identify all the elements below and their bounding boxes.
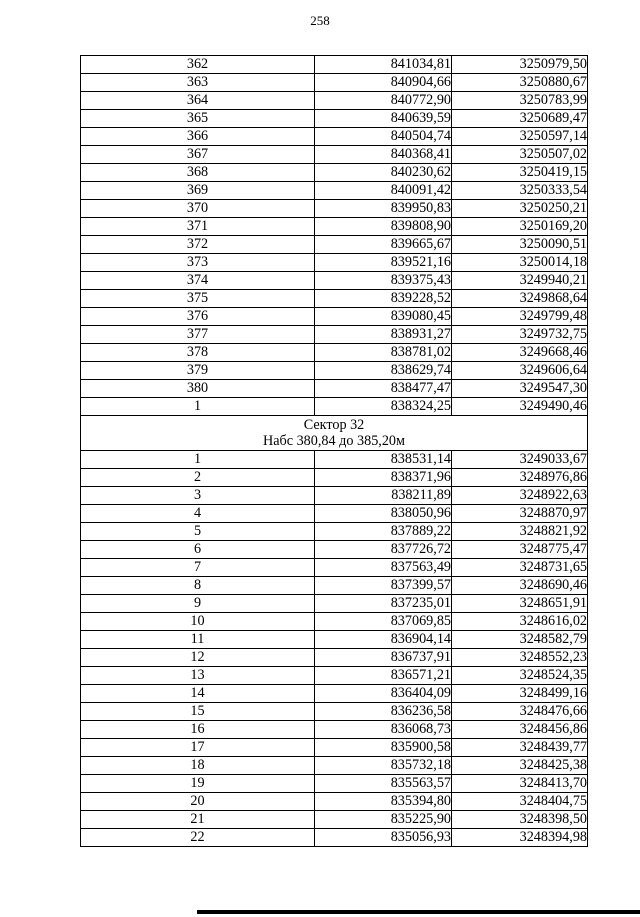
point-number-cell: 2 bbox=[81, 469, 315, 487]
x-coordinate-cell: 835394,80 bbox=[315, 793, 452, 811]
table-row bbox=[81, 667, 588, 685]
y-coordinate-cell: 3249490,46 bbox=[452, 398, 588, 416]
x-coordinate-cell: 839521,16 bbox=[315, 254, 452, 272]
point-number-cell: 372 bbox=[81, 236, 315, 254]
x-coordinate-cell: 839950,83 bbox=[315, 200, 452, 218]
table-row bbox=[81, 649, 588, 667]
y-coordinate-cell: 3250333,54 bbox=[452, 182, 588, 200]
table-row bbox=[81, 829, 588, 847]
point-number-cell: 4 bbox=[81, 505, 315, 523]
point-number-cell: 362 bbox=[81, 56, 315, 74]
x-coordinate-cell: 840368,41 bbox=[315, 146, 452, 164]
point-number-cell: 15 bbox=[81, 703, 315, 721]
point-number-cell: 13 bbox=[81, 667, 315, 685]
x-coordinate-cell: 840772,90 bbox=[315, 92, 452, 110]
table-row bbox=[81, 577, 588, 595]
point-number-cell: 373 bbox=[81, 254, 315, 272]
bottom-rule bbox=[197, 910, 640, 914]
x-coordinate-cell: 836236,58 bbox=[315, 703, 452, 721]
table-row bbox=[81, 703, 588, 721]
y-coordinate-cell: 3248456,86 bbox=[452, 721, 588, 739]
y-coordinate-cell: 3250689,47 bbox=[452, 110, 588, 128]
y-coordinate-cell: 3250419,15 bbox=[452, 164, 588, 182]
coordinates-table bbox=[80, 55, 588, 847]
point-number-cell: 12 bbox=[81, 649, 315, 667]
x-coordinate-cell: 837889,22 bbox=[315, 523, 452, 541]
y-coordinate-cell: 3248731,65 bbox=[452, 559, 588, 577]
x-coordinate-cell: 837726,72 bbox=[315, 541, 452, 559]
table-row bbox=[81, 469, 588, 487]
table-row bbox=[81, 182, 588, 200]
x-coordinate-cell: 835056,93 bbox=[315, 829, 452, 847]
point-number-cell: 18 bbox=[81, 757, 315, 775]
table-row bbox=[81, 272, 588, 290]
y-coordinate-cell: 3248394,98 bbox=[452, 829, 588, 847]
table-row bbox=[81, 523, 588, 541]
table-row bbox=[81, 92, 588, 110]
x-coordinate-cell: 838324,25 bbox=[315, 398, 452, 416]
table-row bbox=[81, 308, 588, 326]
table-row bbox=[81, 326, 588, 344]
x-coordinate-cell: 835563,57 bbox=[315, 775, 452, 793]
table-row bbox=[81, 631, 588, 649]
point-number-cell: 19 bbox=[81, 775, 315, 793]
point-number-cell: 6 bbox=[81, 541, 315, 559]
table-row bbox=[81, 74, 588, 92]
x-coordinate-cell: 837563,49 bbox=[315, 559, 452, 577]
table-row bbox=[81, 254, 588, 272]
y-coordinate-cell: 3250880,67 bbox=[452, 74, 588, 92]
point-number-cell: 9 bbox=[81, 595, 315, 613]
y-coordinate-cell: 3249668,46 bbox=[452, 344, 588, 362]
point-number-cell: 375 bbox=[81, 290, 315, 308]
y-coordinate-cell: 3250597,14 bbox=[452, 128, 588, 146]
table-row bbox=[81, 218, 588, 236]
x-coordinate-cell: 836904,14 bbox=[315, 631, 452, 649]
y-coordinate-cell: 3248690,46 bbox=[452, 577, 588, 595]
point-number-cell: 365 bbox=[81, 110, 315, 128]
point-number-cell: 5 bbox=[81, 523, 315, 541]
point-number-cell: 379 bbox=[81, 362, 315, 380]
y-coordinate-cell: 3248976,86 bbox=[452, 469, 588, 487]
table-row bbox=[81, 685, 588, 703]
table-row bbox=[81, 541, 588, 559]
table-row bbox=[81, 56, 588, 74]
point-number-cell: 367 bbox=[81, 146, 315, 164]
y-coordinate-cell: 3249606,64 bbox=[452, 362, 588, 380]
y-coordinate-cell: 3248821,92 bbox=[452, 523, 588, 541]
x-coordinate-cell: 840639,59 bbox=[315, 110, 452, 128]
point-number-cell: 374 bbox=[81, 272, 315, 290]
y-coordinate-cell: 3248524,35 bbox=[452, 667, 588, 685]
table-row bbox=[81, 146, 588, 164]
x-coordinate-cell: 839080,45 bbox=[315, 308, 452, 326]
point-number-cell: 22 bbox=[81, 829, 315, 847]
x-coordinate-cell: 835900,58 bbox=[315, 739, 452, 757]
y-coordinate-cell: 3250169,20 bbox=[452, 218, 588, 236]
table-row bbox=[81, 128, 588, 146]
table-row bbox=[81, 344, 588, 362]
y-coordinate-cell: 3250783,99 bbox=[452, 92, 588, 110]
x-coordinate-cell: 839375,43 bbox=[315, 272, 452, 290]
y-coordinate-cell: 3248404,75 bbox=[452, 793, 588, 811]
point-number-cell: 369 bbox=[81, 182, 315, 200]
point-number-cell: 377 bbox=[81, 326, 315, 344]
x-coordinate-cell: 840504,74 bbox=[315, 128, 452, 146]
point-number-cell: 364 bbox=[81, 92, 315, 110]
point-number-cell: 10 bbox=[81, 613, 315, 631]
x-coordinate-cell: 838477,47 bbox=[315, 380, 452, 398]
table-row bbox=[81, 487, 588, 505]
sector-header-group bbox=[81, 416, 588, 451]
y-coordinate-cell: 3248425,38 bbox=[452, 757, 588, 775]
x-coordinate-cell: 836068,73 bbox=[315, 721, 452, 739]
y-coordinate-cell: 3249868,64 bbox=[452, 290, 588, 308]
y-coordinate-cell: 3250979,50 bbox=[452, 56, 588, 74]
y-coordinate-cell: 3248476,66 bbox=[452, 703, 588, 721]
x-coordinate-cell: 838211,89 bbox=[315, 487, 452, 505]
y-coordinate-cell: 3248922,63 bbox=[452, 487, 588, 505]
point-number-cell: 380 bbox=[81, 380, 315, 398]
table-row bbox=[81, 110, 588, 128]
x-coordinate-cell: 838781,02 bbox=[315, 344, 452, 362]
point-number-cell: 376 bbox=[81, 308, 315, 326]
sector-subtitle: Набс 380,84 до 385,20м bbox=[262, 433, 406, 449]
table-row bbox=[81, 613, 588, 631]
table-row bbox=[81, 380, 588, 398]
sector-header-row bbox=[81, 416, 588, 451]
point-number-cell: 20 bbox=[81, 793, 315, 811]
point-number-cell: 1 bbox=[81, 451, 315, 469]
x-coordinate-cell: 838531,14 bbox=[315, 451, 452, 469]
x-coordinate-cell: 838629,74 bbox=[315, 362, 452, 380]
sector-title: Сектор 32 bbox=[303, 417, 365, 433]
rows-before bbox=[81, 56, 588, 416]
table-row bbox=[81, 398, 588, 416]
table-row bbox=[81, 236, 588, 254]
y-coordinate-cell: 3248439,77 bbox=[452, 739, 588, 757]
table-row bbox=[81, 757, 588, 775]
table-row bbox=[81, 505, 588, 523]
y-coordinate-cell: 3248499,16 bbox=[452, 685, 588, 703]
table-row bbox=[81, 775, 588, 793]
x-coordinate-cell: 835225,90 bbox=[315, 811, 452, 829]
x-coordinate-cell: 838931,27 bbox=[315, 326, 452, 344]
x-coordinate-cell: 836404,09 bbox=[315, 685, 452, 703]
point-number-cell: 21 bbox=[81, 811, 315, 829]
point-number-cell: 371 bbox=[81, 218, 315, 236]
x-coordinate-cell: 838050,96 bbox=[315, 505, 452, 523]
page-number: 258 bbox=[310, 13, 330, 28]
y-coordinate-cell: 3248870,97 bbox=[452, 505, 588, 523]
table-row bbox=[81, 811, 588, 829]
x-coordinate-cell: 837069,85 bbox=[315, 613, 452, 631]
x-coordinate-cell: 841034,81 bbox=[315, 56, 452, 74]
x-coordinate-cell: 835732,18 bbox=[315, 757, 452, 775]
y-coordinate-cell: 3250250,21 bbox=[452, 200, 588, 218]
y-coordinate-cell: 3249799,48 bbox=[452, 308, 588, 326]
y-coordinate-cell: 3248552,23 bbox=[452, 649, 588, 667]
x-coordinate-cell: 840904,66 bbox=[315, 74, 452, 92]
point-number-cell: 14 bbox=[81, 685, 315, 703]
table-row bbox=[81, 793, 588, 811]
x-coordinate-cell: 840091,42 bbox=[315, 182, 452, 200]
y-coordinate-cell: 3248616,02 bbox=[452, 613, 588, 631]
y-coordinate-cell: 3248413,70 bbox=[452, 775, 588, 793]
y-coordinate-cell: 3249547,30 bbox=[452, 380, 588, 398]
table-row bbox=[81, 739, 588, 757]
point-number-cell: 366 bbox=[81, 128, 315, 146]
y-coordinate-cell: 3248582,79 bbox=[452, 631, 588, 649]
table-row bbox=[81, 451, 588, 469]
x-coordinate-cell: 837399,57 bbox=[315, 577, 452, 595]
table-row bbox=[81, 164, 588, 182]
y-coordinate-cell: 3249940,21 bbox=[452, 272, 588, 290]
y-coordinate-cell: 3249732,75 bbox=[452, 326, 588, 344]
point-number-cell: 363 bbox=[81, 74, 315, 92]
rows-after bbox=[81, 451, 588, 847]
y-coordinate-cell: 3248651,91 bbox=[452, 595, 588, 613]
table-row bbox=[81, 559, 588, 577]
y-coordinate-cell: 3248775,47 bbox=[452, 541, 588, 559]
table-row bbox=[81, 290, 588, 308]
point-number-cell: 8 bbox=[81, 577, 315, 595]
x-coordinate-cell: 839228,52 bbox=[315, 290, 452, 308]
point-number-cell: 368 bbox=[81, 164, 315, 182]
point-number-cell: 16 bbox=[81, 721, 315, 739]
y-coordinate-cell: 3250507,02 bbox=[452, 146, 588, 164]
table-row bbox=[81, 200, 588, 218]
point-number-cell: 1 bbox=[81, 398, 315, 416]
point-number-cell: 3 bbox=[81, 487, 315, 505]
x-coordinate-cell: 840230,62 bbox=[315, 164, 452, 182]
point-number-cell: 370 bbox=[81, 200, 315, 218]
x-coordinate-cell: 837235,01 bbox=[315, 595, 452, 613]
point-number-cell: 11 bbox=[81, 631, 315, 649]
point-number-cell: 7 bbox=[81, 559, 315, 577]
y-coordinate-cell: 3250090,51 bbox=[452, 236, 588, 254]
y-coordinate-cell: 3248398,50 bbox=[452, 811, 588, 829]
table-row bbox=[81, 595, 588, 613]
x-coordinate-cell: 836571,21 bbox=[315, 667, 452, 685]
point-number-cell: 378 bbox=[81, 344, 315, 362]
x-coordinate-cell: 839808,90 bbox=[315, 218, 452, 236]
x-coordinate-cell: 836737,91 bbox=[315, 649, 452, 667]
y-coordinate-cell: 3250014,18 bbox=[452, 254, 588, 272]
y-coordinate-cell: 3249033,67 bbox=[452, 451, 588, 469]
sector-header-cell bbox=[81, 416, 588, 451]
x-coordinate-cell: 839665,67 bbox=[315, 236, 452, 254]
x-coordinate-cell: 838371,96 bbox=[315, 469, 452, 487]
table-row bbox=[81, 721, 588, 739]
table-row bbox=[81, 362, 588, 380]
point-number-cell: 17 bbox=[81, 739, 315, 757]
